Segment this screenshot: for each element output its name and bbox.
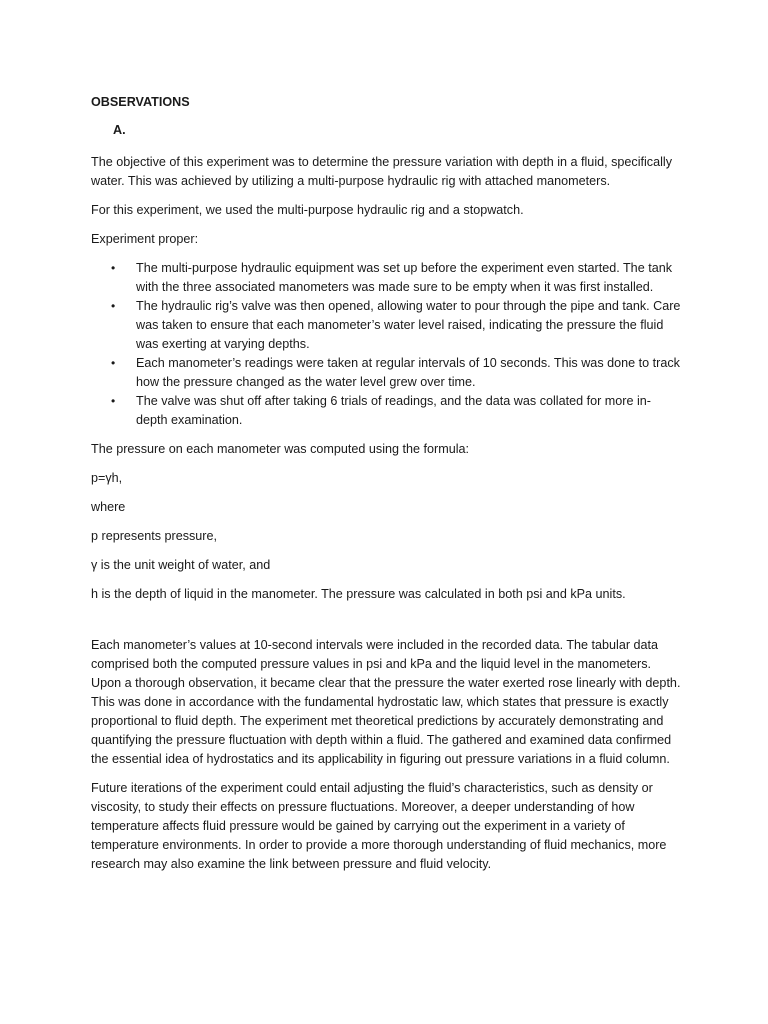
bullet-icon: • xyxy=(111,299,116,313)
results-paragraph: Each manometer’s values at 10-second intervals were included in the recorded data. The tabular data comprised both the computed pressure values in psi and kPa and the liquid level in the manometers. Upon a thorough observation, it became clear that the pressure the water exerted rose linearly with depth. This was done in accordance with the fundamental hydrostatic law, which states that pressure is exactly proportional to fluid depth. The experiment met theoretical predictions by accurately demonstrating and quantifying the pressure fluctuation with depth within a fluid. The gathered and examined data confirmed the essential idea of hydrostatics and its applicability in figuring out pressure variations in a fluid column. xyxy=(91,638,681,766)
blank-line xyxy=(91,614,681,636)
experiment-proper-label: Experiment proper: xyxy=(91,232,199,246)
procedure-step xyxy=(91,354,681,392)
formula-intro-paragraph: The pressure on each manometer was computed using the formula: xyxy=(91,442,470,456)
document-body xyxy=(91,93,681,884)
procedure-step-text: The valve was shut off after taking 6 trials of readings, and the data was collated for more in-depth examination. xyxy=(136,394,651,427)
unit-weight-definition: γ is the unit weight of water, and xyxy=(91,558,271,572)
section-heading: OBSERVATIONS xyxy=(91,95,190,109)
bullet-icon: • xyxy=(111,356,116,370)
procedure-step-text: The multi-purpose hydraulic equipment was set up before the experiment even started. The tank with the three associated manometers was made sure to be empty when it was first installed. xyxy=(136,261,672,294)
procedure-step-text: The hydraulic rig’s valve was then opened, allowing water to pour through the pipe and tank. Care was taken to ensure that each manometer’s water level raised, indicating the pressure the fluid was exerting at varying depths. xyxy=(136,299,681,351)
procedure-step-text: Each manometer’s readings were taken at regular intervals of 10 seconds. This was done to track how the pressure changed as the water level grew over time. xyxy=(136,356,680,389)
pressure-definition: p represents pressure, xyxy=(91,529,217,543)
where-line: where xyxy=(91,500,126,514)
formula-line: p=γh, xyxy=(91,471,123,485)
procedure-step xyxy=(91,259,681,297)
procedure-step xyxy=(91,297,681,354)
bullet-icon: • xyxy=(111,394,116,408)
equipment-paragraph: For this experiment, we used the multi-purpose hydraulic rig and a stopwatch. xyxy=(91,203,524,217)
depth-definition: h is the depth of liquid in the manometer. The pressure was calculated in both psi and kPa units. xyxy=(91,587,626,601)
procedure-step xyxy=(91,392,681,430)
subsection-label: A. xyxy=(113,123,126,137)
bullet-icon: • xyxy=(111,261,116,275)
procedure-list xyxy=(91,259,681,430)
future-work-paragraph: Future iterations of the experiment could entail adjusting the fluid’s characteristics, such as density or viscosity, to study their effects on pressure fluctuations. Moreover, a deeper understanding of how temperature affects fluid pressure would be gained by carrying out the experiment in a variety of temperature environments. In order to provide a more thorough understanding of fluid mechanics, more research may also examine the link between pressure and fluid velocity. xyxy=(91,781,667,871)
objective-paragraph: The objective of this experiment was to determine the pressure variation with depth in a fluid, specifically water. This was achieved by utilizing a multi-purpose hydraulic rig with attached manometers. xyxy=(91,155,673,188)
